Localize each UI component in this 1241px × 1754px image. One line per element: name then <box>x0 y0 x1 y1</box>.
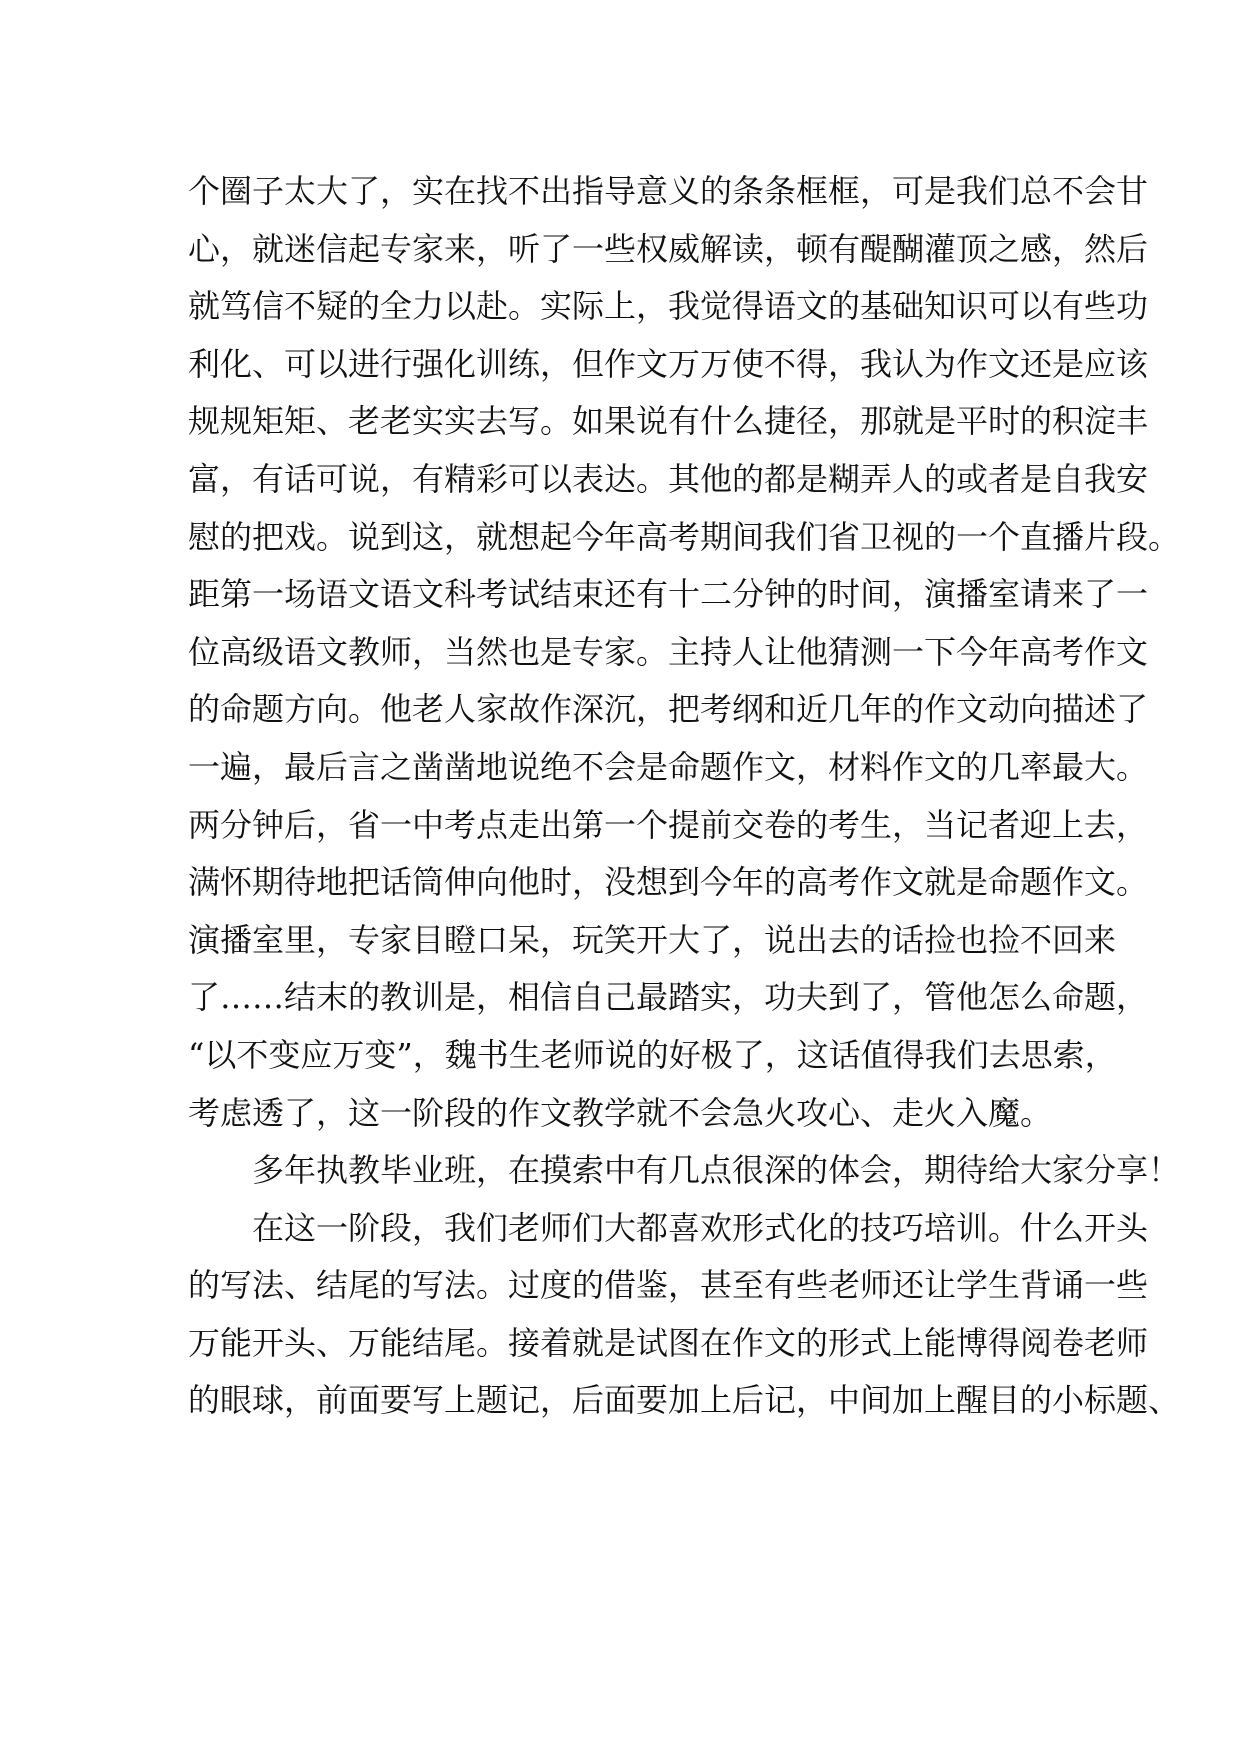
text-line: 满怀期待地把话筒伸向他时，没想到今年的高考作文就是命题作文。 <box>188 863 1149 902</box>
text-line: 多年执教毕业班，在摸索中有几点很深的体会，期待给大家分享！ <box>252 1151 1181 1190</box>
text-line: 的写法、结尾的写法。过度的借鉴，甚至有些老师还让学生背诵一些 <box>188 1266 1149 1305</box>
text-line: 个圈子太大了，实在找不出指导意义的条条框框，可是我们总不会甘 <box>188 172 1149 210</box>
text-line: 富，有话可说，有精彩可以表达。其他的都是糊弄人的或者是自我安 <box>188 459 1149 498</box>
text-line: 演播室里，专家目瞪口呆，玩笑开大了，说出去的话捡也捡不回来 <box>188 920 1117 959</box>
text-line: 心，就迷信起专家来，听了一些权威解读，顿有醍醐灌顶之感，然后 <box>188 229 1149 268</box>
text-line: 了……结末的教训是，相信自己最踏实，功夫到了，管他怎么命题， <box>188 978 1149 1017</box>
text-line: 位高级语文教师，当然也是专家。主持人让他猜测一下今年高考作文 <box>188 632 1149 671</box>
text-line: 考虑透了，这一阶段的作文教学就不会急火攻心、走火入魔。 <box>188 1093 1053 1132</box>
text-line: 距第一场语文语文科考试结束还有十二分钟的时间，演播室请来了一 <box>188 575 1149 614</box>
text-line: 的眼球，前面要写上题记，后面要加上后记，中间加上醒目的小标题、 <box>188 1381 1181 1420</box>
text-line: 在这一阶段，我们老师们大都喜欢形式化的技巧培训。什么开头 <box>252 1208 1149 1247</box>
text-line: 利化、可以进行强化训练，但作文万万使不得，我认为作文还是应该 <box>188 344 1149 383</box>
text-line: 规规矩矩、老老实实去写。如果说有什么捷径，那就是平时的积淀丰 <box>188 402 1149 441</box>
body-text <box>188 163 1181 1430</box>
text-line: “以不变应万变”，魏书生老师说的好极了，这话值得我们去思索， <box>188 1035 1117 1074</box>
text-line: 两分钟后，省一中考点走出第一个提前交卷的考生，当记者迎上去， <box>188 805 1149 844</box>
text-line: 就笃信不疑的全力以赴。实际上，我觉得语文的基础知识可以有些功 <box>188 287 1149 326</box>
text-line: 一遍，最后言之凿凿地说绝不会是命题作文，材料作文的几率最大。 <box>188 747 1149 786</box>
text-line: 的命题方向。他老人家故作深沉，把考纲和近几年的作文动向描述了 <box>188 690 1149 729</box>
text-line: 慰的把戏。说到这，就想起今年高考期间我们省卫视的一个直播片段。 <box>188 517 1181 556</box>
text-line: 万能开头、万能结尾。接着就是试图在作文的形式上能博得阅卷老师 <box>188 1323 1149 1362</box>
